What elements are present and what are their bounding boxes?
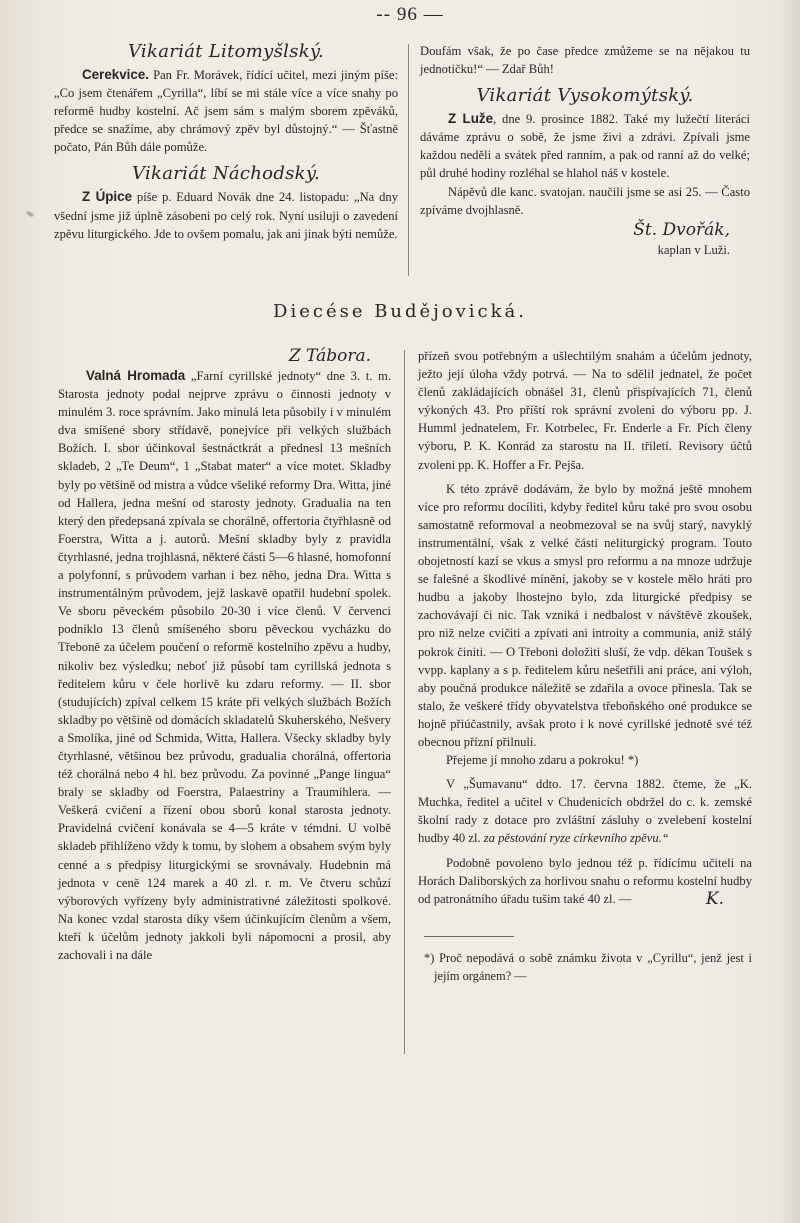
section-heading-nachod: Vikariát Náchodský.	[132, 163, 320, 185]
paragraph-text: píše p. Eduard Novák dne 24. listopadu: „Na dny všední jsme již úplně zásobeni po celý rok. Nyní usiluji o zavedení zpěvu liturgického. Jde to ovšem pomalu, jak ani jinak býti nemůže.	[54, 190, 398, 241]
paragraph-upice	[54, 188, 398, 242]
paragraph-text: , dne 9. prosince 1882. Také my lužečtí literáci dáváme zprávu o sobě, že jsme živi a zdrávi. Zpívali jsme každou neděli a svátek před ranním, a pak od ranní až do velké; půl druhé hodiny rozléhal se hlahol náš v kostele.	[420, 112, 751, 181]
paragraph-napevu: Nápěvů dle kanc. svatojan. naučili jsme se asi 25. — Často zpíváme dvojhlasně.	[420, 184, 750, 217]
column-divider-top	[408, 44, 409, 276]
diocese-heading: Diecése Budějovická.	[273, 301, 527, 322]
section-heading-litomysl: Vikariát Litomyšlský.	[127, 41, 325, 62]
paragraph-text: Podobně povoleno bylo jednou též p. řídícímu učiteli na Horách Daliborských za horlivou snahu o reformu kostelní hudby od patronátního úřadu tušim také 40 zl. —	[418, 855, 752, 906]
place-name: Valná Hromada	[86, 368, 186, 383]
paragraph-text: Pan Fr. Morávek, řídící učitel, mezi jiným píše: „Co jsem čtenářem „Cyrilla“, líbí se mi stále více a více snahy po reformě hudby kostelní. Ač jsem sám s malým sborem zpěváků, předce se snažíme, aby chrámový zpěv byl důstojný.“ — Šťastně počato, Pán Bůh dále pomůže.	[54, 68, 398, 155]
section-heading-vysoke-myto: Vikariát Vysokomýtský.	[476, 85, 694, 107]
footnote-divider	[424, 936, 514, 937]
signature: Št. Dvořák,	[633, 219, 730, 240]
paragraph-text: V „Šumavanu“ ddto. 17. června 1882. čteme, že „K. Muchka, ředitel a učitel v Chudenicích obdržel do c. k. zemské školní rady z dotace pro zvláštní zásluhy o zvelebení kostelní hudby 40 zl.	[418, 777, 752, 846]
paragraph-prizen: přízeň svou potřebným a ušlechtilým snahám a účelům jednoty, ježto její úloha vždy potrvá. — Na to sdělil jednatel, že počet členů zakládajících obnášel 31, členů přispívajících 71, členů výkoných 43. Pro příští rok správní zvoleni do výboru pp. J. Humml jednatelem, Fr. Kotrbelec, Fr. Enderle a Fr. Pích členy výboru, P. K. Konrád za starostu na II. třiletí. Revisory účtů zvoleni pp. K. Hoffer a Fr. Pejša.	[418, 349, 752, 472]
paragraph-prejeme: Přejeme jí mnoho zdaru a pokroku! *)	[446, 753, 639, 768]
place-name: Cerekvice.	[82, 67, 150, 82]
paragraph-valna-hromada	[58, 367, 391, 964]
paragraph-podobne	[418, 854, 752, 908]
paper-smudge	[26, 210, 35, 217]
paragraph-continuation: Doufám však, že po čase předce zmůžeme se na nějakou tu jednotičku!“ — Zdař Bůh!	[420, 44, 750, 77]
top-left-column	[54, 40, 398, 243]
top-right-column	[420, 42, 750, 259]
signature-k: K.	[705, 888, 724, 909]
main-right-column	[418, 347, 752, 985]
paragraph-text: „Farní cyrillské jednoty“ dne 3. t. m. Starosta jednoty podal nejprve zprávu o činnosti jednoty v minulém 3. roce správním. Jako minulá leta působily i v minulém dva smíšené sbory střídavě, ponejvíce při velkých službách Božích. I. sbor účinkoval šestnáctkrát a přednesl 13 mešních skladeb, 2 „Te Deum“, 1 „Stabat mater“ a více motet. Skladby byly po většině od mistra a vůdce všeliké reformy Dra. Witta, jiné od Hallera, jedna mešní od starosty jednoty. Gradualia na ten který den předepsaná zpívala se chorálně, offertoria čtyřhlasně od Foerstra, Witta a j. autorů. Mešní skladby byly z pravidla čtyrhlasné, jedna trojhlasná, některé části 5—6 hlasné, homofonní a polyfonní, s průvodem varhan i bez něho, jedna Dra. Witta s instrumentálným průvodem, jejž laskavě opatřil hudební spolek. Ve sboru pěveckém působilo 20-30 i více členů. V červenci podniklo 13 členů smíšeného sboru pěveckou vycházku do Třeboně za účelem poučení o reformě kostelního zpěvu a hudby, nikoliv bez výsledku; neboť již působí tam cyrillská jednota s ředitelem kůru v čele horlivě ku zdaru reformy. — II. sbor (studujících) zpíval celkem 15 kráte při velkých službách Božích skladby po většině od domácích skladatelů Skuherského, Nešvery a Smolíka, jiné od Schmida, Witta, Hallera. Všecky skladby byly čtyrhlasné, většinou bez průvodu, gradualia chorálná, offertoria též chorálná nebo 4 hl. bez průvodu. Za povinné „Pange lingua“ braly se skladby od Foerstra, Palaestriny a Traumihlera. — Veškerá cvičení a řízení obou sborů konal starosta jednoty. Pravidelná cvičení konávala se 4—5 kráte v témdni. U volbě skladeb přihlíženo vždy k tomu, by slohem a obsahem svým byly cenné a s předpisy liturgickými se srovnávaly. Hudebnin má jednota v ceně 124 marek a 40 zl. r. m. Ve čtveru schůzí výborových vyřízeny byly administrativné záležitosti spolkové. Na konec vzdal starosta díky všem účinkujícím členům a všem, kteří k účelům jednoty jakkoli byli nápomocni a prosil, aby zachovali i na dále	[58, 369, 391, 962]
subheading-tabor: Z Tábora.	[288, 346, 371, 366]
page-number: -- 96 —	[376, 4, 444, 25]
footnote: *) Proč nepodává o sobě známku života v „Cyrillu“, jenž jest i jejím orgánem? —	[424, 950, 752, 983]
place-name: Z Úpice	[82, 189, 133, 205]
paragraph-sumavan	[418, 775, 752, 847]
paragraph-luze	[420, 110, 750, 182]
column-divider-main	[404, 350, 405, 1054]
place-name: Z Luže	[448, 111, 494, 127]
paragraph-k-teto-zprave: K této zprávě dodávám, že bylo by možná ještě mnohem více pro reformu docíliti, kdyby ředitel kůru také pro svou osobu samostatně reformoval a neobmezoval se na svůj starý, navyklý instrumentální, však z velké části neliturgický program. Touto obojetností kazí se vkus a smysl pro reformu a na mnoze udržuje se falešné a škodlivé mínění, jakoby se v kostele mělo hráti pro hudbu a jakoby lhostejno bylo, zda liturgické předpisy se zachovávají či nic. Tak vzniká i nedbalost v návštěvě zkoušek, pro niž nelze cvičiti a zpívati ani introity a communia, aniž stálý pokrok činiti. — O Třeboni doložiti sluší, že vdp. děkan Toušek s vvpp. kaplany a s p. ředitelem kůru nešetřili ani práce, ani výloh, aby poučná produkce náležitě se zdařila a ovoce přinesla. Tak se stalo, že veškeré třídy obyvatelstva třeboňského oné produkce se hojně přiúčastnily, avšak proto i k nové cyrillské jednotě své též obecnou přízní přilnuli.	[418, 481, 752, 749]
paragraph-cerekvice	[54, 66, 398, 156]
main-left-column	[58, 345, 391, 964]
italic-quote: za pěstování ryze církevního zpěvu.“	[483, 831, 669, 846]
signature-role: kaplan v Luži.	[657, 242, 730, 257]
